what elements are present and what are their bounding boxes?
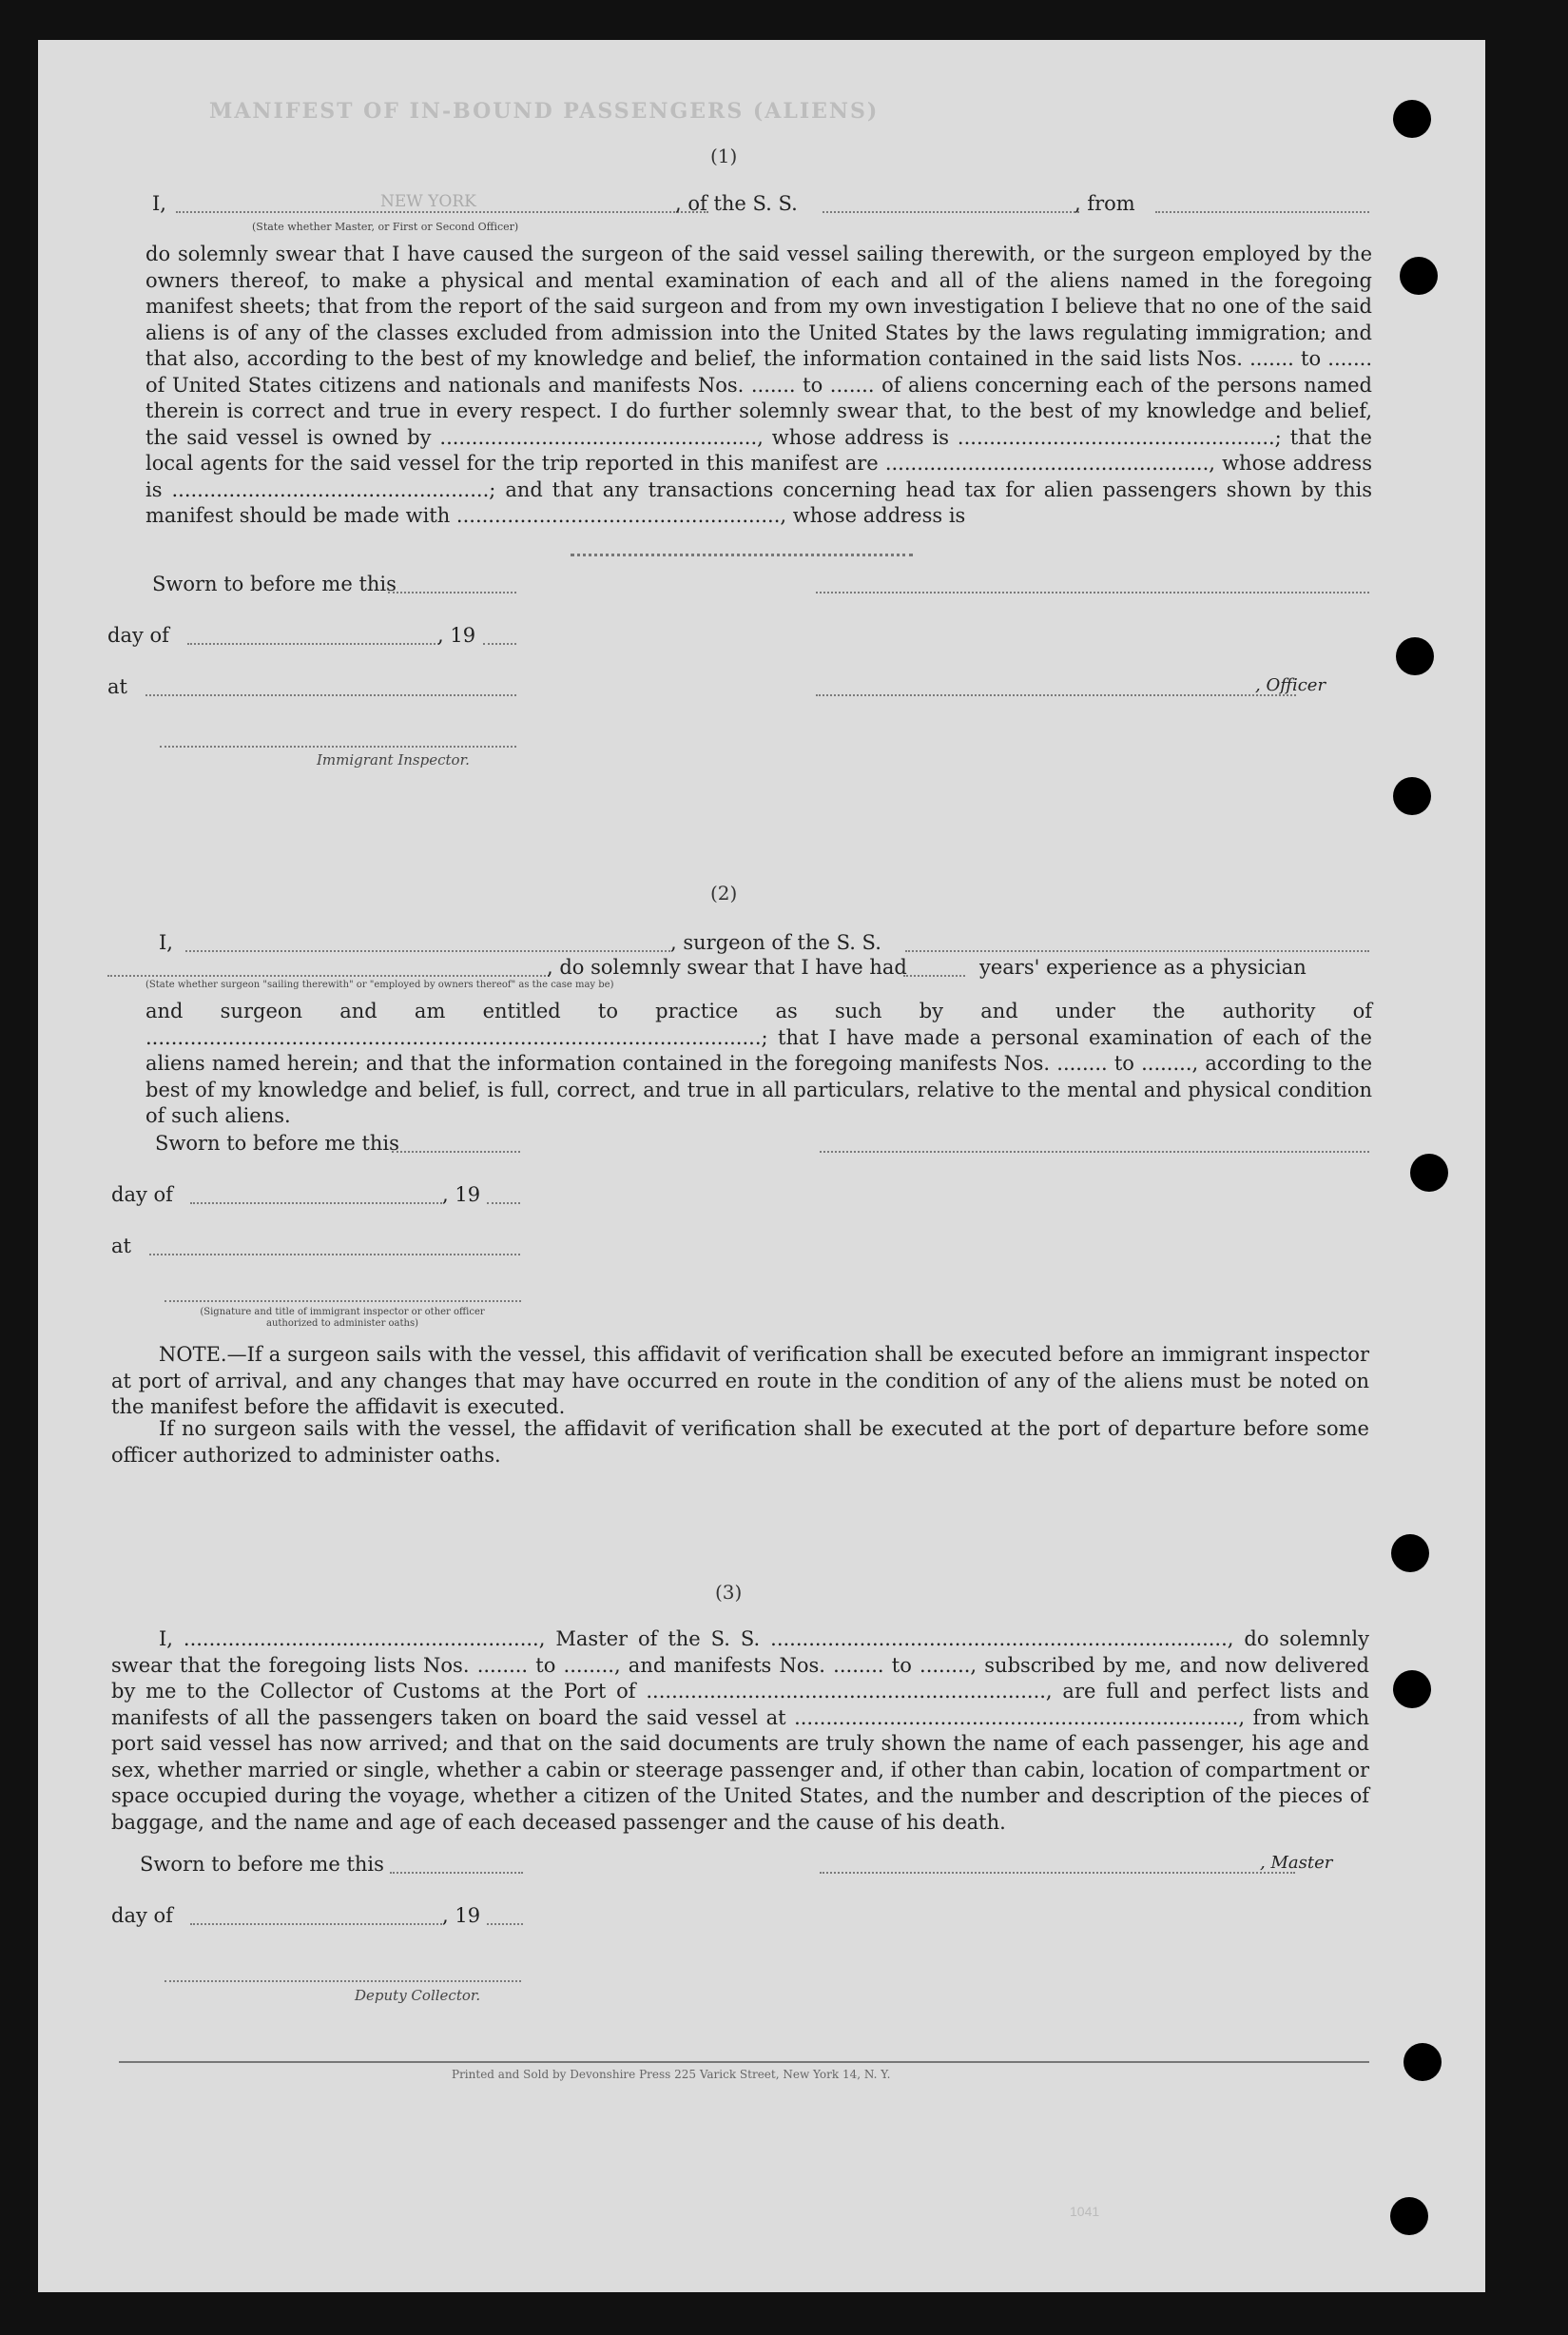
section2-day-field[interactable] — [190, 1202, 442, 1204]
section1-from-field[interactable] — [1155, 211, 1369, 213]
section2-day-of-label: day of — [111, 1183, 173, 1206]
bleed-through-header: MANIFEST OF IN-BOUND PASSENGERS (ALIENS) — [209, 99, 880, 124]
section2-body: and surgeon and am entitled to practice as such by and under the authority of .................................................................................................; that I have made a personal examination of each of the aliens named herein; and that the information contained in the foregoing manifests Nos. ........ to ........, according to the best of my knowledge and belief, is full, correct, and true in all particulars, relative to the mental and physical condition of such aliens. — [145, 1000, 1372, 1127]
section2-at-field[interactable] — [149, 1254, 520, 1255]
punch-hole-3 — [1396, 637, 1434, 675]
section1-officer-name-field[interactable] — [176, 211, 708, 213]
section2-swear-line: , do solemnly swear that I have had — [547, 956, 907, 979]
section1-inspector-label: Immigrant Inspector. — [317, 751, 470, 769]
section1-day-of-label: day of — [107, 624, 169, 647]
section2-inspector-field[interactable] — [165, 1300, 521, 1302]
section1-year-field[interactable] — [483, 643, 516, 645]
punch-hole-9 — [1390, 2197, 1428, 2235]
section2-signature-field[interactable] — [820, 1151, 1369, 1153]
section2-note2: If no surgeon sails with the vessel, the affidavit of verification shall be executed at the port of departure before some officer authorized to administer oaths. — [111, 1417, 1369, 1467]
section2-note1: NOTE.—If a surgeon sails with the vessel, this affidavit of verification shall be executed before an immigrant inspector at port of arrival, and any changes that may have occurred en route in the condition of any of the aliens must be noted on the manifest before the affidavit is executed. — [111, 1343, 1369, 1418]
section2-years-field[interactable] — [903, 975, 965, 977]
section2-surgeon-of-label: , surgeon of the S. S. — [670, 931, 881, 954]
section3-master-label: , Master — [1260, 1853, 1333, 1873]
punch-hole-4 — [1393, 777, 1431, 815]
section2-surgeon-type-field[interactable] — [107, 975, 550, 977]
section1-body: do solemnly swear that I have caused the surgeon of the said vessel sailing therewith, or the surgeon employed by the owners thereof, to make a physical and mental examination of each and all of the aliens named in the foregoing manifest sheets; that from the report of the said surgeon and from my own investigation I believe that no one of the said aliens is of any of the classes excluded from admission into the United States by the laws regulating immigration; and that also, according to the best of my knowledge and belief, the information contained in the said lists Nos. ....... to ....... of United States citizens and nationals and manifests Nos. ....... to ....... of aliens concerning each of the persons named therein is correct and true in every respect. I do further solemnly swear that, to the best of my knowledge and belief, the said vessel is owned by .................................................., whose address is ..................................................; that the local agents for the said vessel for the trip reported in this manifest are ..................................................., whose address is ..................................................; and that any transactions concerning head tax for alien passengers shown by this manifest should be made with ..................................................., whose address is — [145, 243, 1372, 527]
section3-day-field[interactable] — [190, 1923, 442, 1925]
section2-heading: (2) — [710, 882, 738, 905]
section2-at-label: at — [111, 1235, 131, 1257]
footer-rule — [119, 2061, 1369, 2063]
section3-deputy-label: Deputy Collector. — [355, 1987, 481, 2004]
section2-sig-note: (Signature and title of immigrant inspector or other officer authorized to administer oaths) — [200, 1307, 485, 1329]
section1-of-ss-label: , of the S. S. — [675, 192, 798, 215]
section2-year-field[interactable] — [487, 1202, 520, 1204]
section1-year-label: , 19 — [437, 624, 476, 647]
section1-officer-field[interactable] — [816, 694, 1296, 696]
section2-years-label: years' experience as a physician — [979, 956, 1307, 979]
section1-at-label: at — [107, 675, 127, 698]
punch-hole-2 — [1400, 257, 1438, 295]
form-sheet — [38, 40, 1485, 2292]
section3-day-of-label: day of — [111, 1904, 173, 1927]
section3-body: I, ........................................................, Master of the S. S. ........................................................................, do solemnly swear that the foregoing lists Nos. ........ to ........, and manifests Nos. ........ to ........, subscribed by me, and now delivered by me to the Collector of Customs at the Port of ..............................................................., are full and perfect lists and manifests of all the passengers taken on board the said vessel at ......................................................................, from which port said vessel has now arrived; and that on the said documents are truly shown the name of each passenger, his age and sex, whether married or single, whether a cabin or steerage passenger and, if other than cabin, location of compartment or space occupied during the voyage, whether a citizen of the United States, and the number and description of the pieces of baggage, and the name and age of each deceased passenger and the cause of his death. — [111, 1627, 1369, 1834]
section1-faint-name: NEW YORK — [380, 192, 476, 211]
section2-vessel-field[interactable] — [905, 950, 1369, 952]
section3-year-field[interactable] — [487, 1923, 523, 1925]
section1-sworn-field[interactable] — [388, 592, 516, 593]
section1-sworn-label: Sworn to before me this — [152, 573, 397, 595]
section1-officer-label: , Officer — [1255, 675, 1326, 695]
section1-divider-dots — [571, 554, 913, 556]
faint-stamp-text: 1041 — [1070, 2204, 1100, 2219]
punch-hole-1 — [1393, 100, 1431, 138]
section1-day-field[interactable] — [187, 643, 439, 645]
section2-surgeon-note: (State whether surgeon "sailing therewith" or "employed by owners thereof" as the case may be) — [145, 980, 614, 990]
section3-year-label: , 19 — [442, 1904, 481, 1927]
section1-at-field[interactable] — [145, 694, 516, 696]
section1-signature-field[interactable] — [816, 592, 1369, 593]
section1-heading: (1) — [710, 145, 738, 167]
section3-heading: (3) — [715, 1581, 743, 1604]
section2-i-prefix: I, — [159, 931, 173, 954]
punch-hole-7 — [1393, 1670, 1431, 1708]
section1-inspector-field[interactable] — [160, 746, 516, 748]
footer-printer: Printed and Sold by Devonshire Press 225 Varick Street, New York 14, N. Y. — [452, 2068, 891, 2081]
section2-surgeon-name-field[interactable] — [185, 950, 670, 952]
section1-vessel-field[interactable] — [823, 211, 1079, 213]
punch-hole-6 — [1391, 1534, 1429, 1572]
section2-year-label: , 19 — [442, 1183, 481, 1206]
section3-master-field[interactable] — [820, 1872, 1295, 1874]
section3-sworn-label: Sworn to before me this — [140, 1853, 384, 1876]
section2-sworn-label: Sworn to before me this — [155, 1132, 399, 1155]
section1-from-label: , from — [1074, 192, 1135, 215]
punch-hole-8 — [1403, 2043, 1442, 2081]
section3-sworn-field[interactable] — [390, 1872, 523, 1874]
punch-hole-5 — [1410, 1154, 1448, 1192]
section1-i-prefix: I, — [152, 192, 166, 215]
section2-sworn-field[interactable] — [392, 1151, 520, 1153]
section1-officer-note: (State whether Master, or First or Second Officer) — [252, 221, 519, 233]
section3-deputy-field[interactable] — [165, 1980, 521, 1982]
